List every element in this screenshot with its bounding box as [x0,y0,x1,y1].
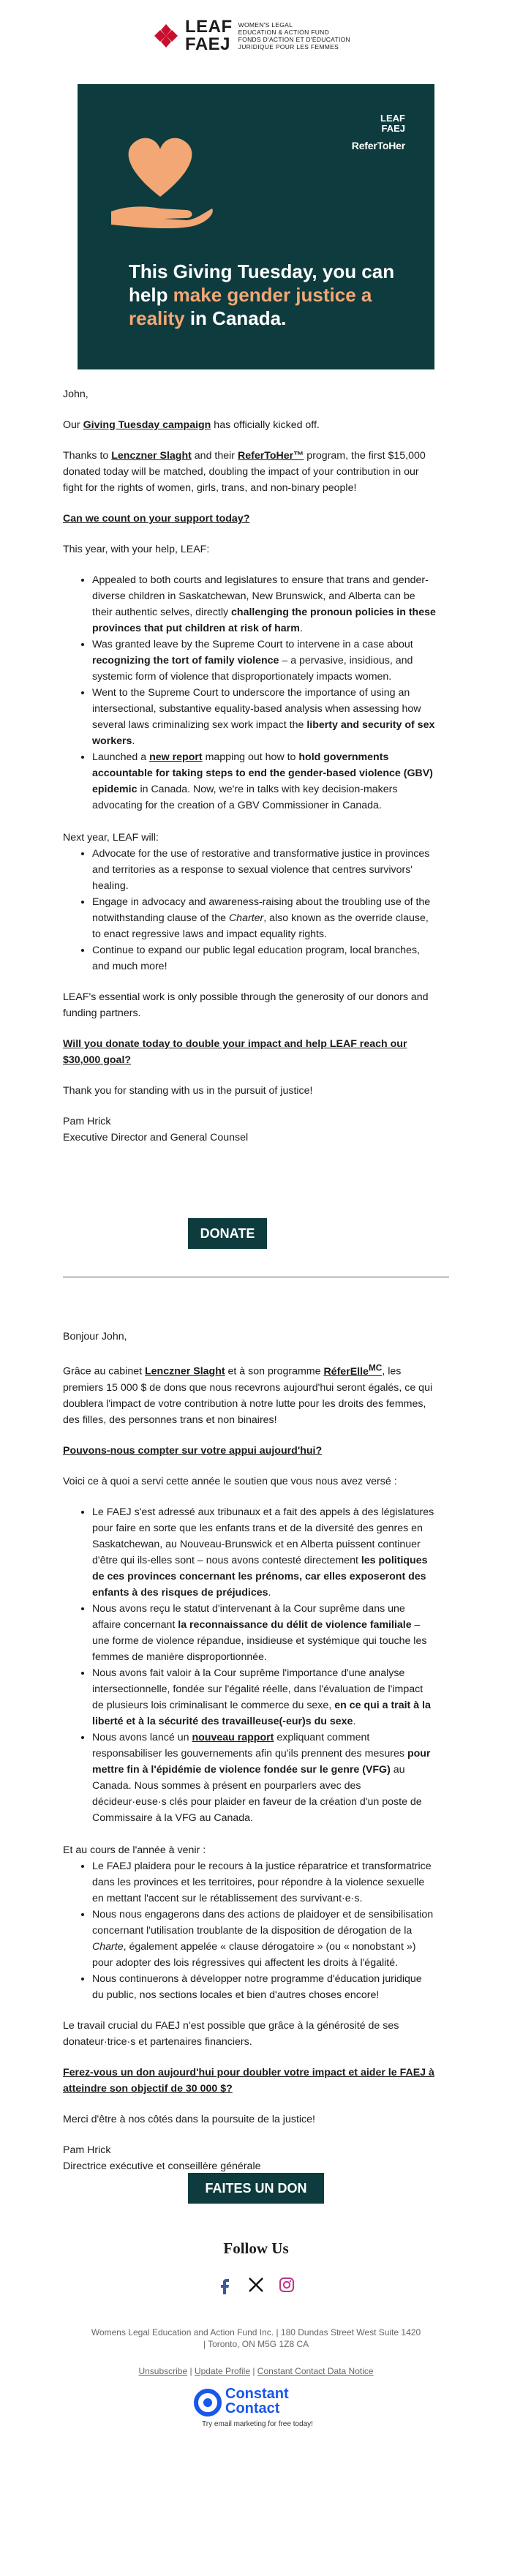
donate-button[interactable]: DONATE [188,1218,267,1249]
hero-brand-leaf: LEAF FAEJ [380,113,405,134]
next-year-intro: Next year, LEAF will: [63,832,159,844]
list-item: • Went to the Supreme Court to underscore the importance of using an intersectional, substantive equality-based analysis when assessing how several laws criminalizing sex work impact the liberty and security of sex workers. [92,685,436,749]
follow-us-heading: Follow Us [223,2239,289,2257]
list-item: • Appealed to both courts and legislatures to ensure that trans and gender-diverse children in Saskatchewan, New Brunswick, and Alberta can be their authentic selves, directly challenging the pronoun policies in these provinces that put children at risk of harm. [92,572,436,637]
this-year-intro-fr: Voici ce à quoi a servi cette année le soutien que vous nous avez versé : [63,1475,397,1487]
leaf-logo-icon [153,23,179,49]
hero-brand-refertoher: ReferToHer [351,140,405,151]
data-notice-link[interactable]: Constant Contact Data Notice [257,2366,374,2376]
logo-subtext: WOMEN'S LEGAL EDUCATION & ACTION FUND FONDS D'ACTION ET D'ÉDUCATION JURIDIQUE POUR LES FEMMES [238,21,350,50]
hero-brand [352,113,405,151]
support-today-link[interactable]: Can we count on your support today? [63,513,250,525]
support-question-fr [63,1443,436,1459]
thanks-en: Thank you for standing with us in the pursuit of justice! [63,1085,313,1097]
logo-wordmark: LEAF FAEJ [185,17,233,54]
next-year-intro-fr: Et au cours de l'année à venir : [63,1844,206,1856]
list-item: • Advocate for the use of restorative and transformative justice in provinces and territories as a response to sexual violence that centres survivors' healing. [92,846,436,894]
constant-contact-tagline: Try email marketing for free today! [202,2420,313,2428]
essential-work-paragraph: LEAF's essential work is only possible through the generosity of our donors and funding partners. [63,991,429,1019]
signature-name-en: Pam Hrick [63,1116,111,1127]
referelle-link[interactable]: RéferElle$^{MC}$ [323,1362,383,1378]
email-header [0,0,512,77]
accomplishments-list-fr [63,1504,436,1826]
constant-contact-wordmark: Constant Contact [225,2386,289,2417]
list-item: • Nous avons fait valoir à la Cour suprême l'importance d'une analyse intersectionnelle, fondée sur l'égalité réelle, dans l'évaluation de l'impact de plusieurs lois criminalisant le commerce du sexe, en ce qui a trait à la liberté et à la sécurité des travailleuse(-eur)s du sexe. [92,1665,436,1730]
english-section [63,386,436,1146]
support-question-en [63,511,436,527]
list-item: • Launched a new report mapping out how to hold governments accountable for taking steps to end the gender-based violence (GBV) epidemic in Canada. Now, we're in talks with key decision-makers advocating for the creation of a GBV Commissioner in Canada. [92,749,436,814]
lenczner-slaght-link-fr[interactable]: Lenczner Slaght [145,1365,225,1378]
list-item: • Nous nous engagerons dans des actions de plaidoyer et de sensibilisation concernant l'utilisation troublante de la disposition de dérogation de la Charte, également appelée « clause dérogatoire » (ou « nonobstant ») pour adopter des lois régressives qui affectent les droits à l'égalité. [92,1907,436,1971]
this-year-intro: This year, with your help, LEAF: [63,544,210,555]
accomplishments-list [63,572,436,814]
constant-contact-icon [193,2388,222,2422]
list-item: • Le FAEJ s'est adressé aux tribunaux et a fait des appels à des législatures pour faire en sorte que les enfants trans et de la diversité des genres en Saskatchewan, au Nouveau-Brunswick et en Alberta puissent continuer d'être qui ils-elles sont – nous avons contesté directement les politiques de ces provinces concernant les prénoms, car elles exposeront des enfants à des risques de préjudices. [92,1504,436,1601]
instagram-icon[interactable] [277,2275,296,2294]
donate-goal-link-fr[interactable]: Ferez-vous un don aujourd'hui pour doubler votre impact et aider le FAEJ à atteindre son objectif de 30 000 $? [63,2066,434,2095]
paragraph-match-fr: Grâce au cabinet Lenczner Slaght et à son programme RéferElle$^{MC}$, les premiers 15 000 $ de dons que nous recevrons aujourd'hui seront égalés, ce qui doublera l'impact de votre contribution à notre lutte pour les droits des femmes, des filles, des personnes trans et non binaires! [63,1362,433,1426]
constant-contact-badge[interactable] [192,2386,323,2428]
social-links [0,2275,512,2294]
list-item: • Engage in advocacy and awareness-raising about the troubling use of the notwithstanding clause of the Charter, also known as the override clause, to enact regressive laws and impact equality rights. [92,894,436,942]
unsubscribe-link[interactable]: Unsubscribe [138,2366,188,2376]
new-report-link[interactable]: new report [149,751,203,763]
support-today-link-fr[interactable]: Pouvons-nous compter sur votre appui aujourd'hui? [63,1444,323,1457]
hero-banner[interactable] [78,84,434,369]
french-section [63,1329,436,2174]
giving-tuesday-link[interactable]: Giving Tuesday campaign [83,419,211,431]
greeting-en: John, [63,388,89,400]
list-item: • Nous avons lancé un nouveau rapport expliquant comment responsabiliser les gouvernements afin qu'ils prennent des mesures pour mettre fin à l'épidémie de violence fondée sur le genre (VFG) au Canada. Nous sommes à présent en pourparlers avec des décideur·euse·s clés pour plaider en faveur de la création d'un poste de Commissaire à la VFG au Canada. [92,1730,436,1826]
lenczner-slaght-link[interactable]: Lenczner Slaght [111,450,192,462]
next-year-list [63,846,436,975]
list-item: • Was granted leave by the Supreme Court to intervene in a case about recognizing the tort of family violence – a pervasive, insidious, and systemic form of violence that disproportionately impacts women. [92,637,436,685]
list-item: • Nous continuerons à développer notre programme d'éducation juridique du public, nos sections locales et bien d'autres choses encore! [92,1971,436,2003]
signature-name-fr: Pam Hrick [63,2144,111,2156]
leaf-logo[interactable] [153,18,350,53]
list-item: • Continue to expand our public legal education program, local branches, and much more! [92,942,436,975]
paragraph-campaign: Our Giving Tuesday campaign has officially kicked off. [63,419,320,431]
update-profile-link[interactable]: Update Profile [194,2366,250,2376]
footer-links: Unsubscribe | Update Profile | Constant Contact Data Notice [138,2366,374,2376]
x-icon[interactable] [246,2275,266,2294]
essential-work-paragraph-fr: Le travail crucial du FAEJ n'est possible que grâce à la générosité de ses donateur·trice·s et partenaires financiers. [63,2019,399,2048]
signature-title-en: Executive Director and General Counsel [63,1132,249,1144]
faites-un-don-button[interactable]: FAITES UN DON [188,2173,324,2204]
refertoher-link[interactable]: ReferToHer™ [237,450,304,462]
donate-question-fr [63,2065,436,2097]
signature-title-fr: Directrice exécutive et conseillère générale [63,2160,261,2172]
footer-address: Womens Legal Education and Action Fund Inc. | 180 Dundas Street West Suite 1420 | Toronto, ON M5G 1Z8 CA [91,2327,421,2349]
nouveau-rapport-link[interactable]: nouveau rapport [192,1731,274,1743]
greeting-fr: Bonjour John, [63,1331,127,1343]
facebook-icon[interactable] [216,2275,235,2294]
hero-title: This Giving Tuesday, you can help make gender justice a reality in Canada. [129,260,395,329]
next-year-list-fr [63,1858,436,2003]
donate-question-en [63,1036,436,1068]
heart-hand-icon [105,116,215,239]
list-item: • Le FAEJ plaidera pour le recours à la justice réparatrice et transformatrice dans les provinces et les territoires, pour répondre à la violence sexuelle en mettant l'accent sur le rétablissement des survivant·e·s. [92,1858,436,1907]
paragraph-match: Thanks to Lenczner Slaght and their ReferToHer™ program, the first $15,000 donated today will be matched, doubling the impact of your contribution in our fight for the rights of women, girls, trans, and non-binary people! [63,450,426,494]
donate-goal-link[interactable]: Will you donate today to double your impact and help LEAF reach our $30,000 goal? [63,1038,407,1066]
list-item: • Nous avons reçu le statut d'intervenant à la Cour suprême dans une affaire concernant la reconnaissance du délit de violence familiale – une forme de violence répandue, insidieuse et systémique qui touche les femmes de manière disproportionnée. [92,1601,436,1665]
thanks-fr: Merci d'être à nos côtés dans la poursuite de la justice! [63,2113,315,2125]
